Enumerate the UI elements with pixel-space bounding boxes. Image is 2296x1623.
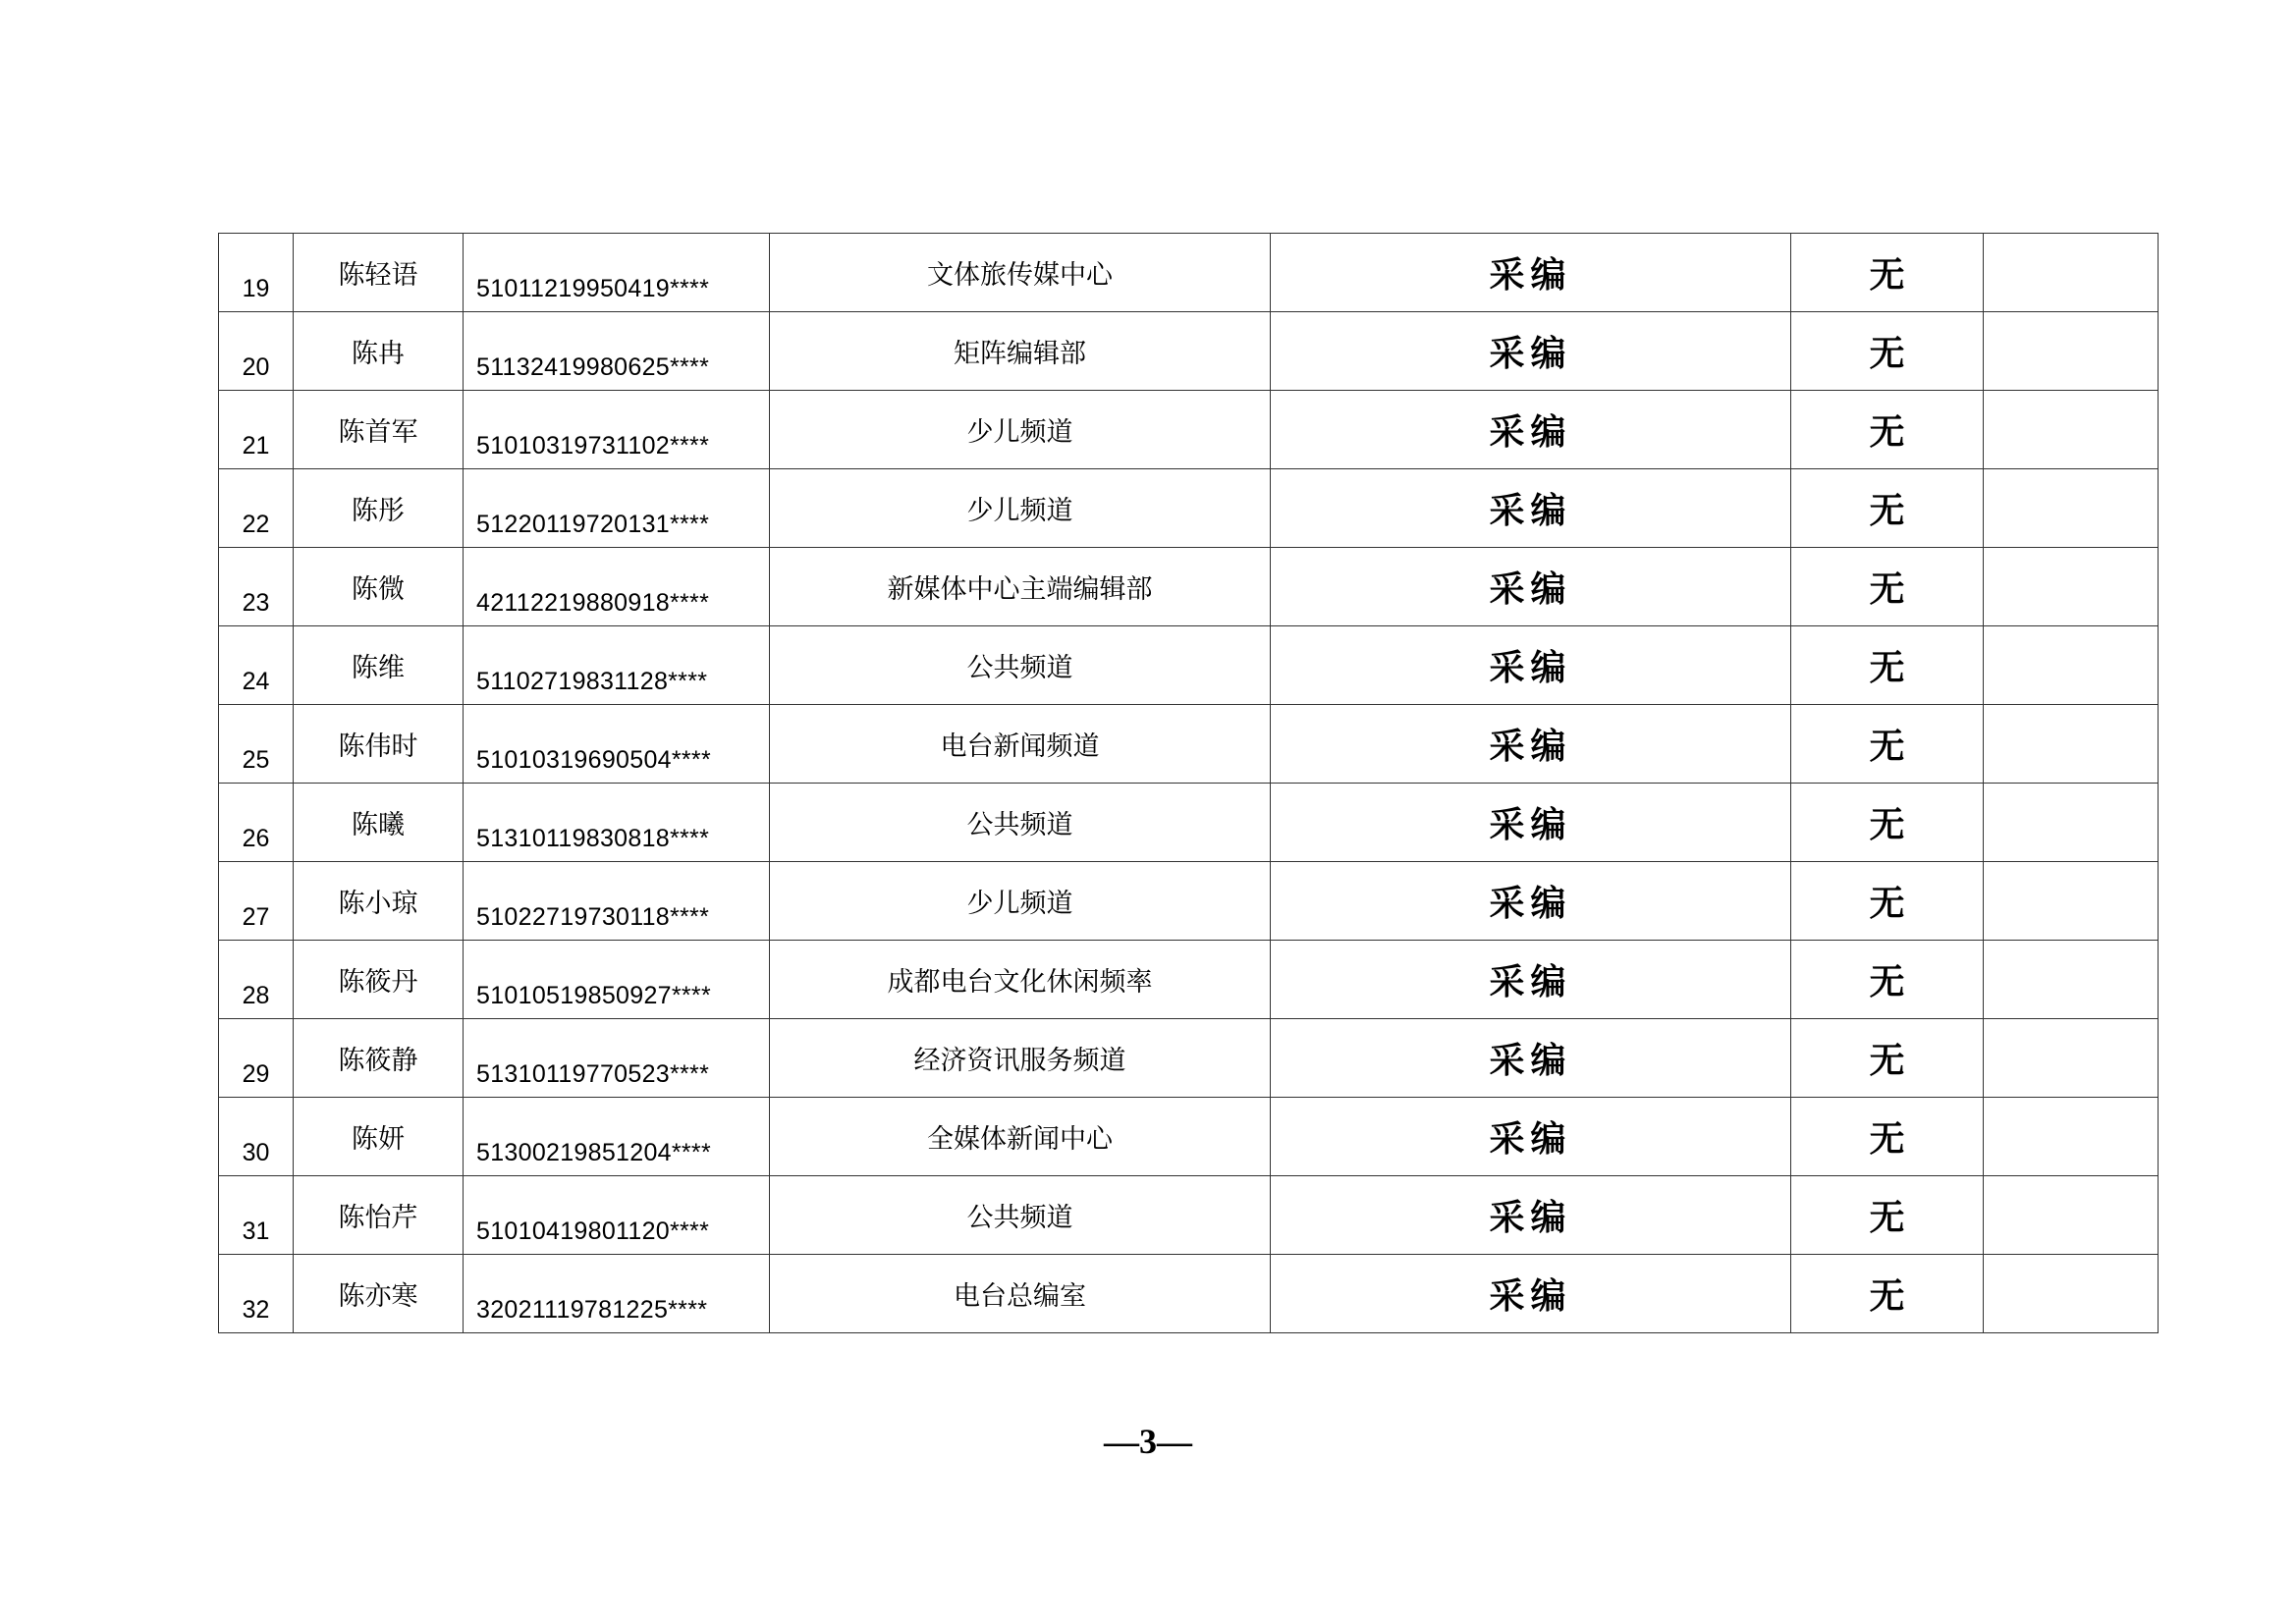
row-number-cell-text: 31 xyxy=(242,1217,270,1245)
id-number-cell xyxy=(464,941,770,1019)
table-row xyxy=(219,1019,2159,1098)
department-cell-text: 文体旅传媒中心 xyxy=(927,260,1113,291)
position-cell xyxy=(1271,391,1791,469)
position-cell-text: 采编 xyxy=(1489,255,1572,296)
name-cell xyxy=(294,469,464,548)
table-row xyxy=(219,312,2159,391)
row-number-cell-text: 30 xyxy=(242,1139,270,1166)
requirement-cell-text: 无 xyxy=(1869,648,1905,688)
requirement-cell xyxy=(1791,941,1984,1019)
requirement-cell xyxy=(1791,1176,1984,1255)
name-cell-text: 陈妍 xyxy=(352,1124,405,1155)
requirement-cell-text: 无 xyxy=(1869,255,1905,296)
id-number-cell xyxy=(464,1019,770,1098)
position-cell-text: 采编 xyxy=(1489,962,1572,1002)
id-number-cell-text: 51010519850927**** xyxy=(476,982,711,1009)
department-cell xyxy=(770,705,1271,784)
name-cell-text: 陈轻语 xyxy=(338,260,418,291)
name-cell xyxy=(294,234,464,312)
department-cell-text: 全媒体新闻中心 xyxy=(927,1124,1113,1155)
requirement-cell xyxy=(1791,1098,1984,1176)
remarks-cell xyxy=(1984,1255,2159,1333)
personnel-table xyxy=(218,233,2159,1333)
remarks-cell xyxy=(1984,862,2159,941)
name-cell xyxy=(294,312,464,391)
name-cell-text: 陈亦寒 xyxy=(338,1281,418,1312)
id-number-cell-text: 32021119781225**** xyxy=(476,1296,708,1324)
row-number-cell-text: 32 xyxy=(242,1296,270,1324)
id-number-cell-text: 51010319731102**** xyxy=(476,432,710,460)
requirement-cell-text: 无 xyxy=(1869,1119,1905,1160)
row-number-cell-text: 23 xyxy=(242,589,270,617)
department-cell xyxy=(770,784,1271,862)
row-number-cell xyxy=(219,312,294,391)
id-number-cell-text: 51310119770523**** xyxy=(476,1060,710,1088)
position-cell xyxy=(1271,548,1791,626)
name-cell-text: 陈怡芹 xyxy=(338,1203,418,1233)
department-cell-text: 新媒体中心主端编辑部 xyxy=(887,574,1153,605)
name-cell-text: 陈筱静 xyxy=(338,1046,418,1076)
id-number-cell xyxy=(464,784,770,862)
id-number-cell-text: 42112219880918**** xyxy=(476,589,710,617)
department-cell-text: 电台总编室 xyxy=(954,1281,1086,1312)
department-cell xyxy=(770,1098,1271,1176)
requirement-cell-text: 无 xyxy=(1869,805,1905,845)
department-cell xyxy=(770,391,1271,469)
requirement-cell-text: 无 xyxy=(1869,412,1905,453)
position-cell-text: 采编 xyxy=(1489,805,1572,845)
id-number-cell-text: 51010419801120**** xyxy=(476,1217,710,1245)
id-number-cell xyxy=(464,1176,770,1255)
id-number-cell xyxy=(464,391,770,469)
row-number-cell xyxy=(219,705,294,784)
row-number-cell-text: 27 xyxy=(242,903,270,931)
name-cell-text: 陈微 xyxy=(352,574,405,605)
department-cell-text: 公共频道 xyxy=(966,653,1073,683)
remarks-cell xyxy=(1984,548,2159,626)
name-cell-text: 陈筱丹 xyxy=(338,967,418,998)
name-cell xyxy=(294,705,464,784)
name-cell xyxy=(294,1098,464,1176)
table-row xyxy=(219,1176,2159,1255)
table-row xyxy=(219,705,2159,784)
requirement-cell xyxy=(1791,1019,1984,1098)
remarks-cell xyxy=(1984,1176,2159,1255)
requirement-cell xyxy=(1791,234,1984,312)
department-cell-text: 矩阵编辑部 xyxy=(954,339,1086,369)
row-number-cell-text: 19 xyxy=(242,275,270,302)
remarks-cell xyxy=(1984,312,2159,391)
id-number-cell-text: 51132419980625**** xyxy=(476,353,710,381)
row-number-cell xyxy=(219,391,294,469)
requirement-cell xyxy=(1791,312,1984,391)
department-cell xyxy=(770,941,1271,1019)
name-cell-text: 陈彤 xyxy=(352,496,405,526)
table-row xyxy=(219,626,2159,705)
id-number-cell-text: 51310119830818**** xyxy=(476,825,710,852)
position-cell-text: 采编 xyxy=(1489,1198,1572,1238)
position-cell xyxy=(1271,1098,1791,1176)
requirement-cell-text: 无 xyxy=(1869,569,1905,610)
page-number: —3— xyxy=(1104,1422,1192,1461)
requirement-cell-text: 无 xyxy=(1869,1276,1905,1317)
department-cell xyxy=(770,1019,1271,1098)
name-cell xyxy=(294,391,464,469)
department-cell xyxy=(770,1176,1271,1255)
position-cell xyxy=(1271,784,1791,862)
requirement-cell-text: 无 xyxy=(1869,1041,1905,1081)
requirement-cell xyxy=(1791,548,1984,626)
id-number-cell-text: 51220119720131**** xyxy=(476,511,710,538)
position-cell xyxy=(1271,1176,1791,1255)
name-cell xyxy=(294,1019,464,1098)
name-cell xyxy=(294,626,464,705)
remarks-cell xyxy=(1984,784,2159,862)
row-number-cell-text: 21 xyxy=(242,432,270,460)
position-cell-text: 采编 xyxy=(1489,334,1572,374)
table-row xyxy=(219,391,2159,469)
row-number-cell xyxy=(219,548,294,626)
department-cell-text: 少儿频道 xyxy=(966,496,1073,526)
id-number-cell xyxy=(464,469,770,548)
remarks-cell xyxy=(1984,1019,2159,1098)
remarks-cell xyxy=(1984,941,2159,1019)
id-number-cell xyxy=(464,626,770,705)
row-number-cell-text: 25 xyxy=(242,746,270,774)
id-number-cell xyxy=(464,548,770,626)
name-cell-text: 陈首军 xyxy=(338,417,418,448)
name-cell-text: 陈小琼 xyxy=(338,889,418,919)
requirement-cell-text: 无 xyxy=(1869,491,1905,531)
remarks-cell xyxy=(1984,705,2159,784)
id-number-cell-text: 51102719831128**** xyxy=(476,668,708,695)
position-cell xyxy=(1271,626,1791,705)
row-number-cell xyxy=(219,469,294,548)
remarks-cell xyxy=(1984,469,2159,548)
row-number-cell-text: 26 xyxy=(242,825,270,852)
name-cell xyxy=(294,1176,464,1255)
position-cell-text: 采编 xyxy=(1489,1119,1572,1160)
position-cell-text: 采编 xyxy=(1489,412,1572,453)
remarks-cell xyxy=(1984,234,2159,312)
department-cell-text: 成都电台文化休闲频率 xyxy=(887,967,1153,998)
position-cell-text: 采编 xyxy=(1489,569,1572,610)
position-cell-text: 采编 xyxy=(1489,884,1572,924)
row-number-cell xyxy=(219,784,294,862)
remarks-cell xyxy=(1984,626,2159,705)
position-cell-text: 采编 xyxy=(1489,648,1572,688)
position-cell-text: 采编 xyxy=(1489,727,1572,767)
remarks-cell xyxy=(1984,391,2159,469)
table-row xyxy=(219,862,2159,941)
personnel-table-body xyxy=(219,234,2159,1333)
table-row xyxy=(219,1255,2159,1333)
id-number-cell xyxy=(464,705,770,784)
row-number-cell xyxy=(219,862,294,941)
row-number-cell xyxy=(219,1098,294,1176)
row-number-cell xyxy=(219,626,294,705)
department-cell xyxy=(770,1255,1271,1333)
name-cell xyxy=(294,862,464,941)
requirement-cell-text: 无 xyxy=(1869,962,1905,1002)
requirement-cell xyxy=(1791,626,1984,705)
row-number-cell xyxy=(219,1019,294,1098)
position-cell-text: 采编 xyxy=(1489,1276,1572,1317)
id-number-cell xyxy=(464,312,770,391)
requirement-cell-text: 无 xyxy=(1869,884,1905,924)
requirement-cell-text: 无 xyxy=(1869,334,1905,374)
name-cell-text: 陈曦 xyxy=(352,810,405,840)
row-number-cell-text: 22 xyxy=(242,511,270,538)
id-number-cell xyxy=(464,1255,770,1333)
department-cell-text: 少儿频道 xyxy=(966,417,1073,448)
row-number-cell xyxy=(219,1176,294,1255)
department-cell-text: 经济资讯服务频道 xyxy=(913,1046,1126,1076)
position-cell xyxy=(1271,705,1791,784)
requirement-cell xyxy=(1791,391,1984,469)
department-cell xyxy=(770,548,1271,626)
position-cell xyxy=(1271,941,1791,1019)
department-cell xyxy=(770,312,1271,391)
remarks-cell xyxy=(1984,1098,2159,1176)
department-cell xyxy=(770,862,1271,941)
id-number-cell-text: 51010319690504**** xyxy=(476,746,711,774)
table-row xyxy=(219,784,2159,862)
position-cell xyxy=(1271,862,1791,941)
row-number-cell xyxy=(219,234,294,312)
id-number-cell xyxy=(464,862,770,941)
department-cell-text: 公共频道 xyxy=(966,810,1073,840)
name-cell-text: 陈伟时 xyxy=(338,731,418,762)
name-cell xyxy=(294,941,464,1019)
position-cell xyxy=(1271,469,1791,548)
position-cell xyxy=(1271,234,1791,312)
id-number-cell xyxy=(464,1098,770,1176)
table-row xyxy=(219,548,2159,626)
id-number-cell-text: 51011219950419**** xyxy=(476,275,710,302)
row-number-cell xyxy=(219,1255,294,1333)
table-row xyxy=(219,941,2159,1019)
table-row xyxy=(219,469,2159,548)
position-cell xyxy=(1271,312,1791,391)
name-cell xyxy=(294,1255,464,1333)
department-cell-text: 电台新闻频道 xyxy=(940,731,1100,762)
row-number-cell-text: 24 xyxy=(242,668,270,695)
department-cell xyxy=(770,234,1271,312)
department-cell-text: 公共频道 xyxy=(966,1203,1073,1233)
department-cell xyxy=(770,626,1271,705)
row-number-cell-text: 28 xyxy=(242,982,270,1009)
position-cell xyxy=(1271,1255,1791,1333)
requirement-cell-text: 无 xyxy=(1869,1198,1905,1238)
id-number-cell xyxy=(464,234,770,312)
table-row xyxy=(219,1098,2159,1176)
department-cell-text: 少儿频道 xyxy=(966,889,1073,919)
position-cell xyxy=(1271,1019,1791,1098)
id-number-cell-text: 51300219851204**** xyxy=(476,1139,711,1166)
requirement-cell xyxy=(1791,1255,1984,1333)
requirement-cell xyxy=(1791,862,1984,941)
row-number-cell xyxy=(219,941,294,1019)
requirement-cell-text: 无 xyxy=(1869,727,1905,767)
table-row xyxy=(219,234,2159,312)
id-number-cell-text: 51022719730118**** xyxy=(476,903,710,931)
row-number-cell-text: 20 xyxy=(242,353,270,381)
department-cell xyxy=(770,469,1271,548)
position-cell-text: 采编 xyxy=(1489,491,1572,531)
row-number-cell-text: 29 xyxy=(242,1060,270,1088)
name-cell-text: 陈冉 xyxy=(352,339,405,369)
requirement-cell xyxy=(1791,784,1984,862)
requirement-cell xyxy=(1791,705,1984,784)
name-cell-text: 陈维 xyxy=(352,653,405,683)
name-cell xyxy=(294,548,464,626)
requirement-cell xyxy=(1791,469,1984,548)
position-cell-text: 采编 xyxy=(1489,1041,1572,1081)
name-cell xyxy=(294,784,464,862)
